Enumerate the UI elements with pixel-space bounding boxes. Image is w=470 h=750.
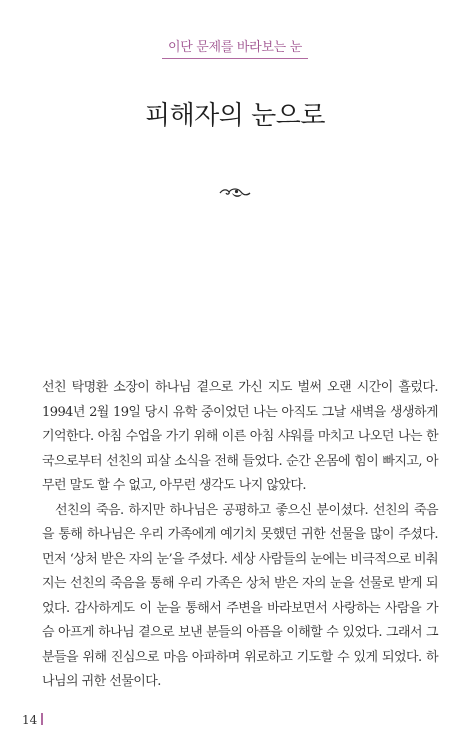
- page-number: 14: [22, 713, 38, 727]
- section-title: 이단 문제를 바라보는 눈: [162, 36, 308, 59]
- paragraph-2: 선친의 죽음. 하지만 하나님은 공평하고 좋으신 분이셨다. 선친의 죽음을 통해 하나님은 우리 가족에게 예기치 못했던 귀한 선물을 많이 주셨다. 먼저 ‘상처 받은 자의 눈’을 주셨다. 세상 사람들의 눈에는 비극적으로 비춰지는 선친의 죽음을 통해 우리 가족은 상처 받은 자의 눈을 선물로 받게 되었다. 감사하게도 이 눈을 통해서 주변을 바라보면서 사랑하는 사람을 가슴 아프게 하나님 곁으로 보낸 분들의 아픔을 이해할 수 있었다. 그래서 그분들을 위해 진심으로 마음 아파하며 위로하고 기도할 수 있게 되었다. 하나님의 귀한 선물이다.: [42, 502, 438, 689]
- paragraph-1: 선친 탁명환 소장이 하나님 곁으로 가신 지도 벌써 오랜 시간이 흘렀다. 1994년 2월 19일 당시 유학 중이었던 나는 아직도 그날 새벽을 생생하게 기억한다. 아침 수업을 가기 위해 이른 아침 샤워를 마치고 나오던 나는 한국으로부터 선친의 피살 소식을 전해 들었다. 순간 온몸에 힘이 빠지고, 아무런 말도 할 수 없고, 아무런 생각도 나지 않았다.: [42, 380, 438, 493]
- chapter-title: 피해자의 눈으로: [144, 101, 326, 131]
- body-text: [42, 376, 438, 695]
- page-marker-bar: [41, 713, 43, 725]
- running-header: [0, 36, 470, 59]
- flourish-ornament-icon: [218, 186, 252, 200]
- page-footer: [22, 713, 43, 727]
